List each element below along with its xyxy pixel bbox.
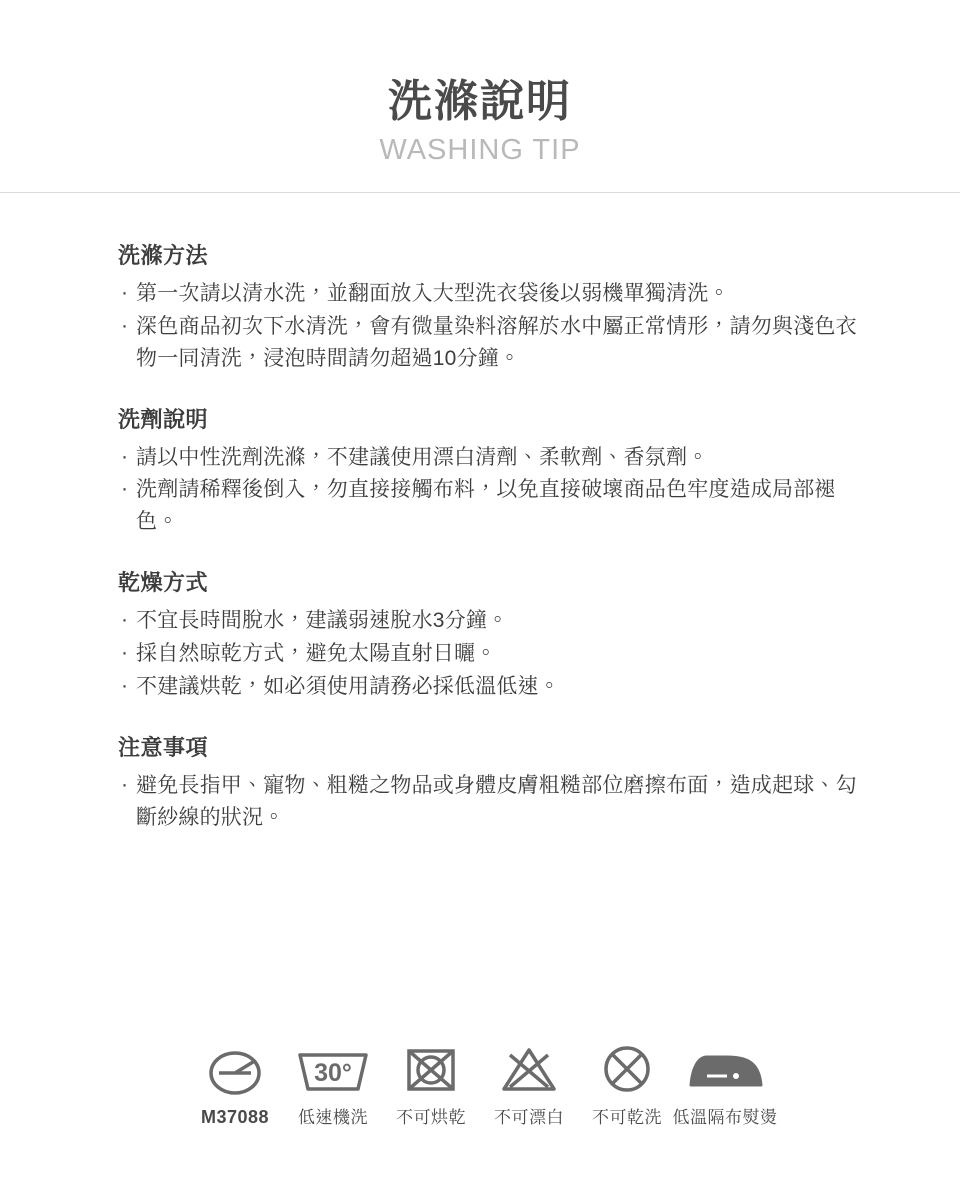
list-item: · 第一次請以清水洗，並翻面放入大型洗衣袋後以弱機單獨清洗。 [118,278,860,310]
care-symbol-label: M37088 [200,1107,270,1127]
instructions-content [0,193,960,834]
care-symbol-label: 低速機洗 [298,1108,368,1127]
section-title: 洗劑說明 [118,406,209,432]
bullet-list [118,605,860,703]
care-symbol-machine-wash [284,1043,382,1128]
care-symbol-label: 低溫隔布熨燙 [672,1108,778,1127]
section-washing-method [118,239,860,375]
section-title: 洗滌方法 [118,242,209,268]
list-item: · 深色商品初次下水清洗，會有微量染料溶解於水中屬正常情形，請勿與淺色衣物一同清洗，浸泡時間請勿超過10分鐘。 [118,311,860,375]
do-not-tumble-dry-icon [405,1043,457,1095]
care-symbol-label: 不可烘乾 [396,1108,466,1127]
do-not-dry-clean-icon [601,1043,653,1095]
machine-wash-30-icon [296,1043,370,1095]
section-drying [118,566,860,703]
section-precautions [118,731,860,834]
care-symbol-no-bleach [480,1043,578,1128]
list-item: · 不建議烘乾，如必須使用請務必採低溫低速。 [118,671,860,703]
section-title: 乾燥方式 [118,570,209,596]
list-item: · 洗劑請稀釋後倒入，勿直接接觸布料，以免直接破壞商品色牢度造成局部褪色。 [118,474,860,538]
do-not-bleach-icon [501,1043,557,1095]
page-header [0,0,960,193]
list-item: · 不宜長時間脫水，建議弱速脫水3分鐘。 [118,605,860,637]
fabric-care-code-icon [209,1047,261,1099]
bullet-list [118,442,860,539]
list-item: · 請以中性洗劑洗滌，不建議使用漂白清劑、柔軟劑、香氛劑。 [118,442,860,474]
care-symbol-code [186,1047,284,1128]
bullet-list [118,278,860,375]
bullet-list [118,770,860,834]
section-detergent [118,403,860,539]
list-item: · 避免長指甲、寵物、粗糙之物品或身體皮膚粗糙部位磨擦布面，造成起球、勾斷紗線的狀況。 [118,770,860,834]
care-symbol-label: 不可乾洗 [592,1108,662,1127]
low-temperature-iron-with-cloth-icon [683,1043,767,1095]
svg-text:30°: 30° [314,1059,352,1087]
care-symbols-row [0,1043,960,1128]
care-symbol-no-dry-clean [578,1043,676,1128]
care-symbol-label: 不可漂白 [494,1108,564,1127]
section-title: 注意事項 [118,734,209,760]
list-item: · 採自然晾乾方式，避免太陽直射日曬。 [118,638,860,670]
care-symbol-no-tumble-dry [382,1043,480,1128]
care-symbol-low-iron [672,1043,778,1128]
page-title: 洗滌說明 [388,77,572,126]
page-subtitle: WASHING TIP [379,134,581,166]
